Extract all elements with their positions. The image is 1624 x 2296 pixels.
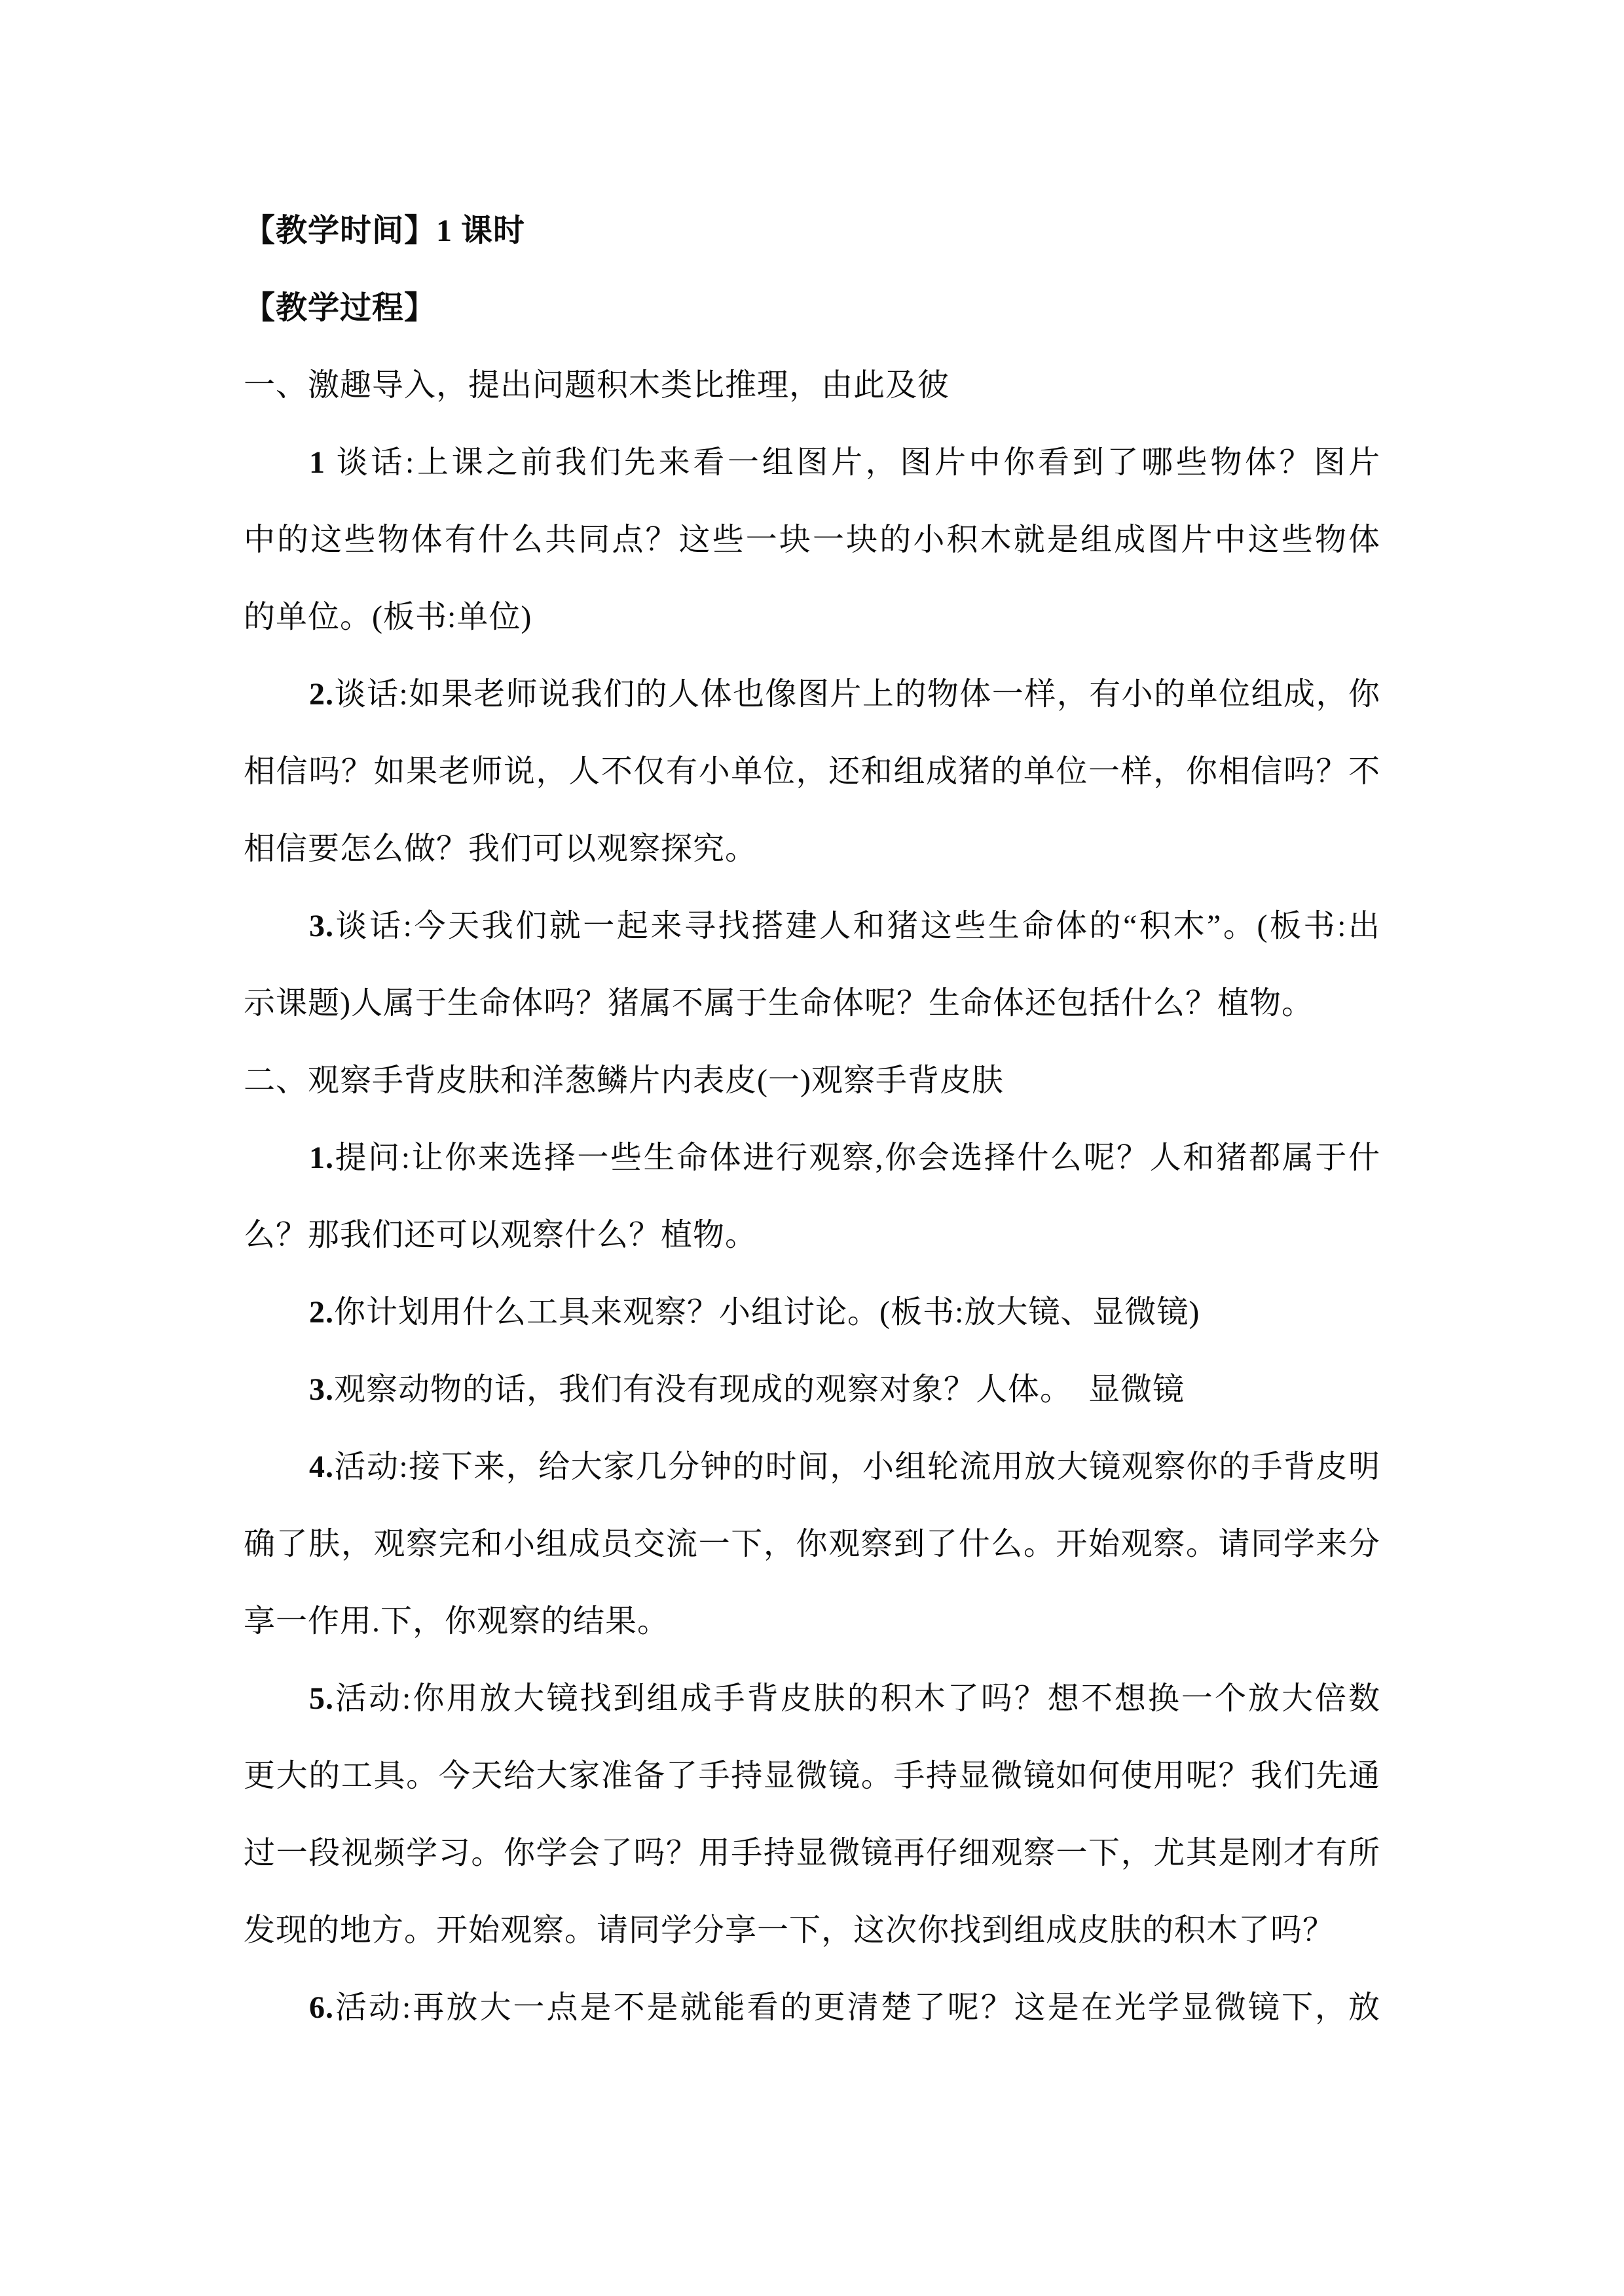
line-text: 谈话:上课之前我们先来看一组图片，图片中你看到了哪些物体？图片 <box>336 445 1381 480</box>
line-text: 示课题)人属于生命体吗？猪属不属于生命体呢？生命体还包括什么？植物。 <box>244 986 1314 1021</box>
text-line <box>244 1429 1380 1506</box>
text-line <box>244 656 1380 733</box>
line-text: 提问:让你来选择一些生命体进行观察,你会选择什么呢？人和猪都属于什 <box>334 1140 1380 1175</box>
text-line <box>244 1506 1380 1583</box>
document-content <box>244 192 1380 2047</box>
line-text: 过一段视频学习。你学会了吗？用手持显微镜再仔细观察一下，尤其是刚才有所 <box>244 1836 1380 1870</box>
text-line <box>244 347 1380 424</box>
text-line <box>244 1197 1380 1274</box>
line-text: 【教学时间】1 课时 <box>244 213 526 248</box>
text-line <box>244 1042 1380 1120</box>
line-text: 谈话:今天我们就一起来寻找搭建人和猪这些生命体的“积木”。(板书:出 <box>334 909 1380 943</box>
text-line <box>244 1120 1380 1197</box>
line-text: 一、激趣导入，提出问题积木类比推理，由此及彼 <box>244 368 950 403</box>
text-line <box>244 501 1380 579</box>
line-text: 享一作用.下，你观察的结果。 <box>244 1604 670 1639</box>
line-text: 更大的工具。今天给大家准备了手持显微镜。手持显微镜如何使用呢？我们先通 <box>244 1758 1380 1793</box>
line-text: 发现的地方。开始观察。请同学分享一下，这次你找到组成皮肤的积木了吗？ <box>244 1913 1335 1948</box>
paragraph-number: 6. <box>309 1990 334 2025</box>
paragraph-number: 2. <box>309 677 334 712</box>
paragraph-number: 4. <box>309 1449 334 1484</box>
text-line <box>244 733 1380 811</box>
line-text: 确了肤，观察完和小组成员交流一下，你观察到了什么。开始观察。请同学来分 <box>244 1527 1380 1561</box>
line-text: 活动:再放大一点是不是就能看的更清楚了呢？这是在光学显微镜下，放 <box>334 1990 1380 2025</box>
line-text: 你计划用什么工具来观察？小组讨论。(板书:放大镜、显微镜) <box>334 1295 1200 1330</box>
text-line <box>244 811 1380 888</box>
paragraph-number: 5. <box>309 1681 334 1716</box>
text-line <box>244 1969 1380 2047</box>
line-text: 二、观察手背皮肤和洋葱鳞片内表皮(一)观察手背皮肤 <box>244 1063 1004 1098</box>
line-text: 观察动物的话，我们有没有现成的观察对象？人体。 显微镜 <box>334 1372 1185 1407</box>
line-text: 相信吗？如果老师说，人不仅有小单位，还和组成猪的单位一样，你相信吗？不 <box>244 754 1380 789</box>
text-line <box>244 1660 1380 1738</box>
text-line <box>244 1274 1380 1351</box>
line-text: 的单位。(板书:单位) <box>244 600 532 634</box>
text-line <box>244 1892 1380 1969</box>
line-text: 中的这些物体有什么共同点？这些一块一块的小积木就是组成图片中这些物体 <box>244 522 1380 557</box>
line-text: 么？那我们还可以观察什么？植物。 <box>244 1218 758 1252</box>
line-text: 【教学过程】 <box>244 291 437 325</box>
line-text: 谈话:如果老师说我们的人体也像图片上的物体一样，有小的单位组成，你 <box>334 677 1380 712</box>
text-line <box>244 1351 1380 1429</box>
text-line <box>244 1815 1380 1892</box>
text-line <box>244 965 1380 1042</box>
text-line <box>244 424 1380 501</box>
heading-line <box>244 270 1380 347</box>
line-text: 活动:接下来，给大家几分钟的时间，小组轮流用放大镜观察你的手背皮明 <box>334 1449 1380 1484</box>
paragraph-number: 1. <box>309 1140 334 1175</box>
text-line <box>244 888 1380 965</box>
paragraph-number: 1 <box>309 445 337 480</box>
line-text: 相信要怎么做？我们可以观察探究。 <box>244 831 758 866</box>
text-line <box>244 579 1380 656</box>
text-line <box>244 1583 1380 1660</box>
paragraph-number: 2. <box>309 1295 334 1330</box>
paragraph-number: 3. <box>309 909 334 943</box>
line-text: 活动:你用放大镜找到组成手背皮肤的积木了吗？想不想换一个放大倍数 <box>334 1681 1380 1716</box>
heading-line <box>244 192 1380 270</box>
text-line <box>244 1738 1380 1815</box>
paragraph-number: 3. <box>309 1372 334 1407</box>
